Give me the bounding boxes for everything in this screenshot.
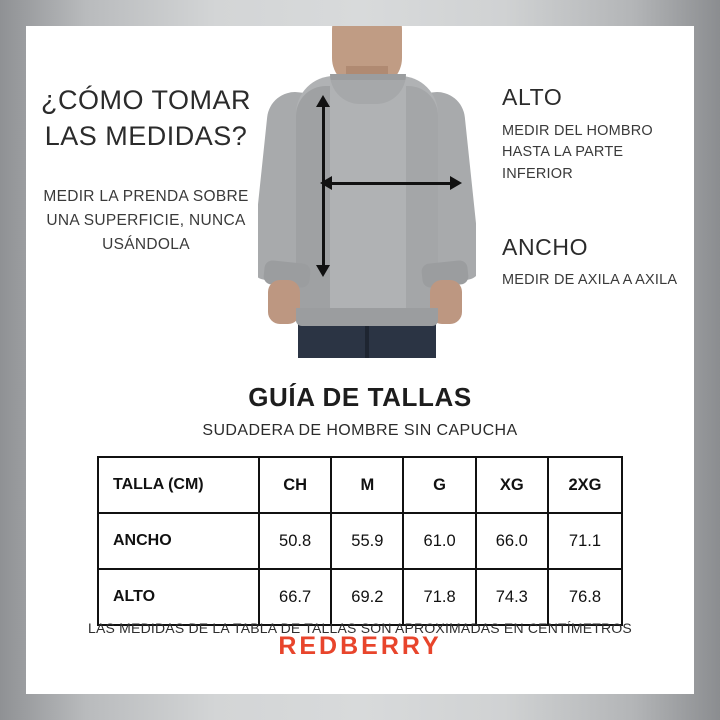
- table-cell: 71.8: [403, 569, 475, 625]
- measure-definitions-block: [502, 84, 692, 292]
- ancho-body: MEDIR DE AXILA A AXILA: [502, 272, 678, 289]
- table-cell: 50.8: [259, 513, 331, 569]
- table-header-cell: G: [403, 457, 475, 513]
- alto-title: ALTO: [502, 84, 563, 110]
- brand-logo: REDBERRY: [278, 632, 442, 660]
- table-row: [98, 513, 622, 569]
- table-header-cell: 2XG: [548, 457, 622, 513]
- flyer-card: [26, 26, 694, 694]
- how-to-measure-title-line1: ¿CÓMO TOMAR: [40, 85, 251, 115]
- table-cell: 61.0: [403, 513, 475, 569]
- table-header-cell: XG: [476, 457, 548, 513]
- size-table: [97, 456, 623, 626]
- table-row-label: ANCHO: [98, 513, 259, 569]
- table-cell: 55.9: [331, 513, 403, 569]
- size-guide-subtitle: SUDADERA DE HOMBRE SIN CAPUCHA: [202, 422, 518, 439]
- sweatshirt-hem: [296, 308, 438, 326]
- table-row: [98, 569, 622, 625]
- size-table-footnote: LAS MEDIDAS DE LA TABLA DE TALLAS SON APROXIMADAS EN CENTÍMETROS: [88, 620, 632, 636]
- table-header-cell: M: [331, 457, 403, 513]
- table-cell: 76.8: [548, 569, 622, 625]
- alto-body: MEDIR DEL HOMBRO HASTA LA PARTE INFERIOR: [502, 122, 653, 183]
- table-cell: 74.3: [476, 569, 548, 625]
- how-to-measure-body: MEDIR LA PRENDA SOBRE UNA SUPERFICIE, NUNCA USÁNDOLA: [43, 187, 249, 253]
- table-row-label: ALTO: [98, 569, 259, 625]
- ancho-title: ANCHO: [502, 233, 589, 260]
- how-to-measure-title: [36, 82, 256, 155]
- table-cell: 66.7: [259, 569, 331, 625]
- table-header-cell: CH: [259, 457, 331, 513]
- table-cell: 66.0: [476, 513, 548, 569]
- jeans-seam: [365, 326, 369, 358]
- size-guide-title: GUÍA DE TALLAS: [248, 382, 472, 412]
- table-cell: 69.2: [331, 569, 403, 625]
- model-photo: [258, 26, 476, 358]
- how-to-measure-block: [36, 82, 256, 257]
- table-header-row: [98, 457, 622, 513]
- table-header-cell: TALLA (CM): [98, 457, 259, 513]
- how-to-measure-title-line2: LAS MEDIDAS?: [44, 121, 248, 152]
- table-cell: 71.1: [548, 513, 622, 569]
- width-measure-arrow-icon: [331, 182, 451, 185]
